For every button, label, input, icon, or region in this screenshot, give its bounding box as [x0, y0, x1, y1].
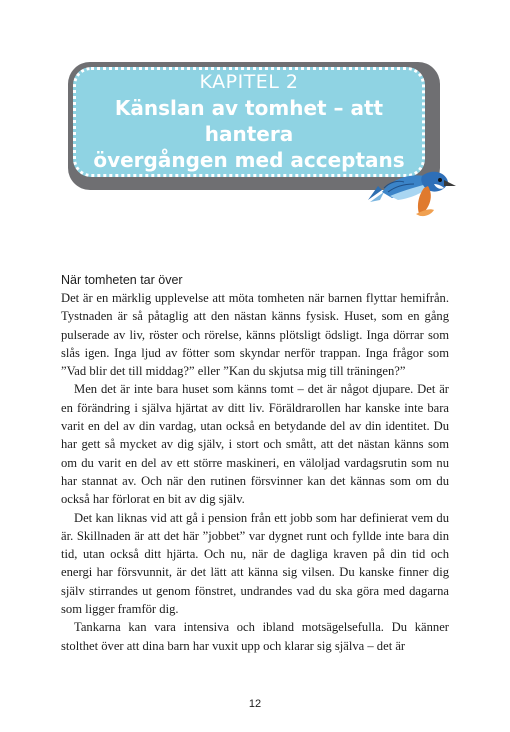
- kingfisher-bird-icon: [360, 156, 456, 226]
- section-heading: När tomheten tar över: [61, 273, 183, 287]
- chapter-number: KAPITEL 2: [199, 71, 299, 93]
- body-paragraph-3: Det kan liknas vid att gå i pension från ett jobb som har definierat vem du är. Skillnaden är att det här ”jobbet” var dygnet runt och fyllde inte bara din tid, utan också ditt hjärta. Och nu, när de dagliga kraven på din tid och energi har försvunnit, är det lätt att känna sig vilsen. Du kanske finner dig själv stirrandes ut genom fönstret, undrandes vad du ska göra med dagarna som ligger framför dig.: [61, 510, 449, 617]
- body-paragraph-4: Tankarna kan vara intensiva och ibland motsägelsefulla. Du känner stolthet över att dina barn har vuxit upp och klarar sig själva – det är: [61, 620, 449, 653]
- chapter-title-line-1: Känslan av tomhet – att hantera: [114, 96, 384, 146]
- chapter-title-line-2: övergången med acceptans: [93, 148, 405, 172]
- chapter-body: [61, 273, 449, 655]
- page-number: 12: [248, 698, 262, 710]
- body-paragraph-2: Men det är inte bara huset som känns tomt – det är något djupare. Det är en förändring i själva hjärtat av ditt liv. Föräldrarollen har kanske inte bara varit en del av din vardag, utan också en betydande del av din identitet. Du har gett så mycket av dig själv, i stort och smått, att det nästan känns som om du varit en del av ett större maskineri, en väloljad vardagsrutin som nu har stannat av. Och när den rutinen försvinner kan det kännas som om du också har förlorat en bit av dig själv.: [61, 382, 449, 507]
- body-paragraph-1: Det är en märklig upplevelse att möta tomheten när barnen flyttar hemifrån. Tystnaden är så påtaglig att den nästan känns fysisk. Huset, som en gång pulserade av liv, röster och rörelse, känns plötsligt ödsligt. Inga dörrar som slås igen. Inga ljud av fötter som skyndar nerför trappan. Inga frågor som ”Vad blir det till middag?” eller ”Kan du skjutsa mig till träningen?”: [61, 291, 449, 379]
